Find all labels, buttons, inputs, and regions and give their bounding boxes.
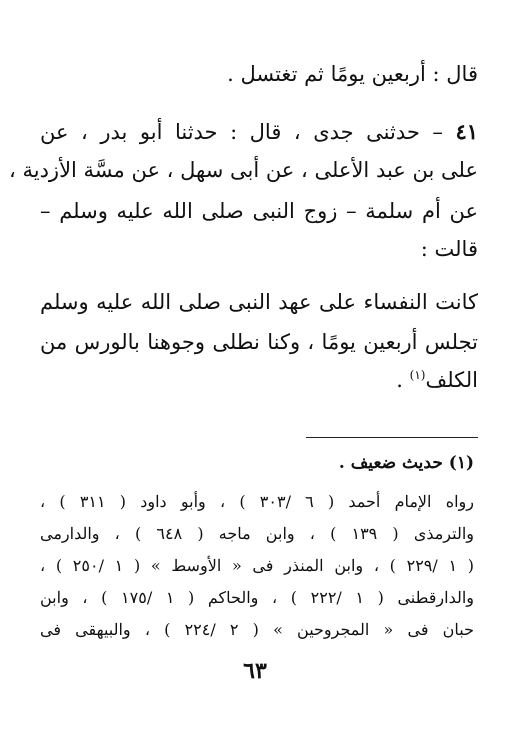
hadith-opening-line — [40, 119, 478, 144]
footnote-line-2: والترمذى ( ١٣٩ ) ، وابن ماجه ( ٦٤٨ ) ، والدارمى — [40, 524, 475, 543]
page-number: ٦٣ — [243, 658, 267, 684]
hadith-number: ٤١ — [455, 119, 478, 144]
body-line-8-text: الكلف — [425, 368, 478, 392]
body-line-1: قال : أربعين يومًا ثم تغتسل . — [227, 62, 478, 86]
footnote-line-4: والدارقطنى ( ١ /٢٢٢ ) ، والحاكم ( ١ /١٧٥ ) ، وابن — [40, 588, 475, 607]
body-line-5: قالت : — [420, 237, 478, 261]
body-line-4: عن أم سلمة – زوج النبى صلى الله عليه وسلم – — [40, 199, 478, 223]
footnote-line-1: رواه الإمام أحمد ( ٦ /٣٠٣ ) ، وأبو داود ( ٣١١ ) ، — [40, 492, 474, 511]
footnote-heading: (١) حديث ضعيف . — [338, 453, 474, 473]
footnote-line-3: ( ١ /٢٢٩ ) ، وابن المنذر فى « الأوسط » ( ١ /٢٥٠ ) ، — [40, 556, 475, 575]
body-line-6: كانت النفساء على عهد النبى صلى الله عليه وسلم — [40, 290, 478, 314]
footnote-reference[interactable]: (١) — [409, 368, 426, 382]
body-line-8 — [396, 368, 478, 392]
hadith-opening-text: – حدثنى جدى ، قال : حدثنا أبو بدر ، عن — [40, 120, 456, 144]
footnote-separator — [306, 437, 478, 438]
body-line-7: تجلس أربعين يومًا ، وكنا نطلى وجوهنا بالورس من — [40, 330, 478, 354]
body-line-3: على بن عبد الأعلى ، عن أبى سهل ، عن مسَّة الأزدية ، — [9, 158, 478, 182]
footnote-line-5: حبان فى « المجروحين » ( ٢ /٢٢٤ ) ، والبيهقى فى — [40, 620, 474, 639]
body-line-8-end: . — [396, 368, 410, 392]
